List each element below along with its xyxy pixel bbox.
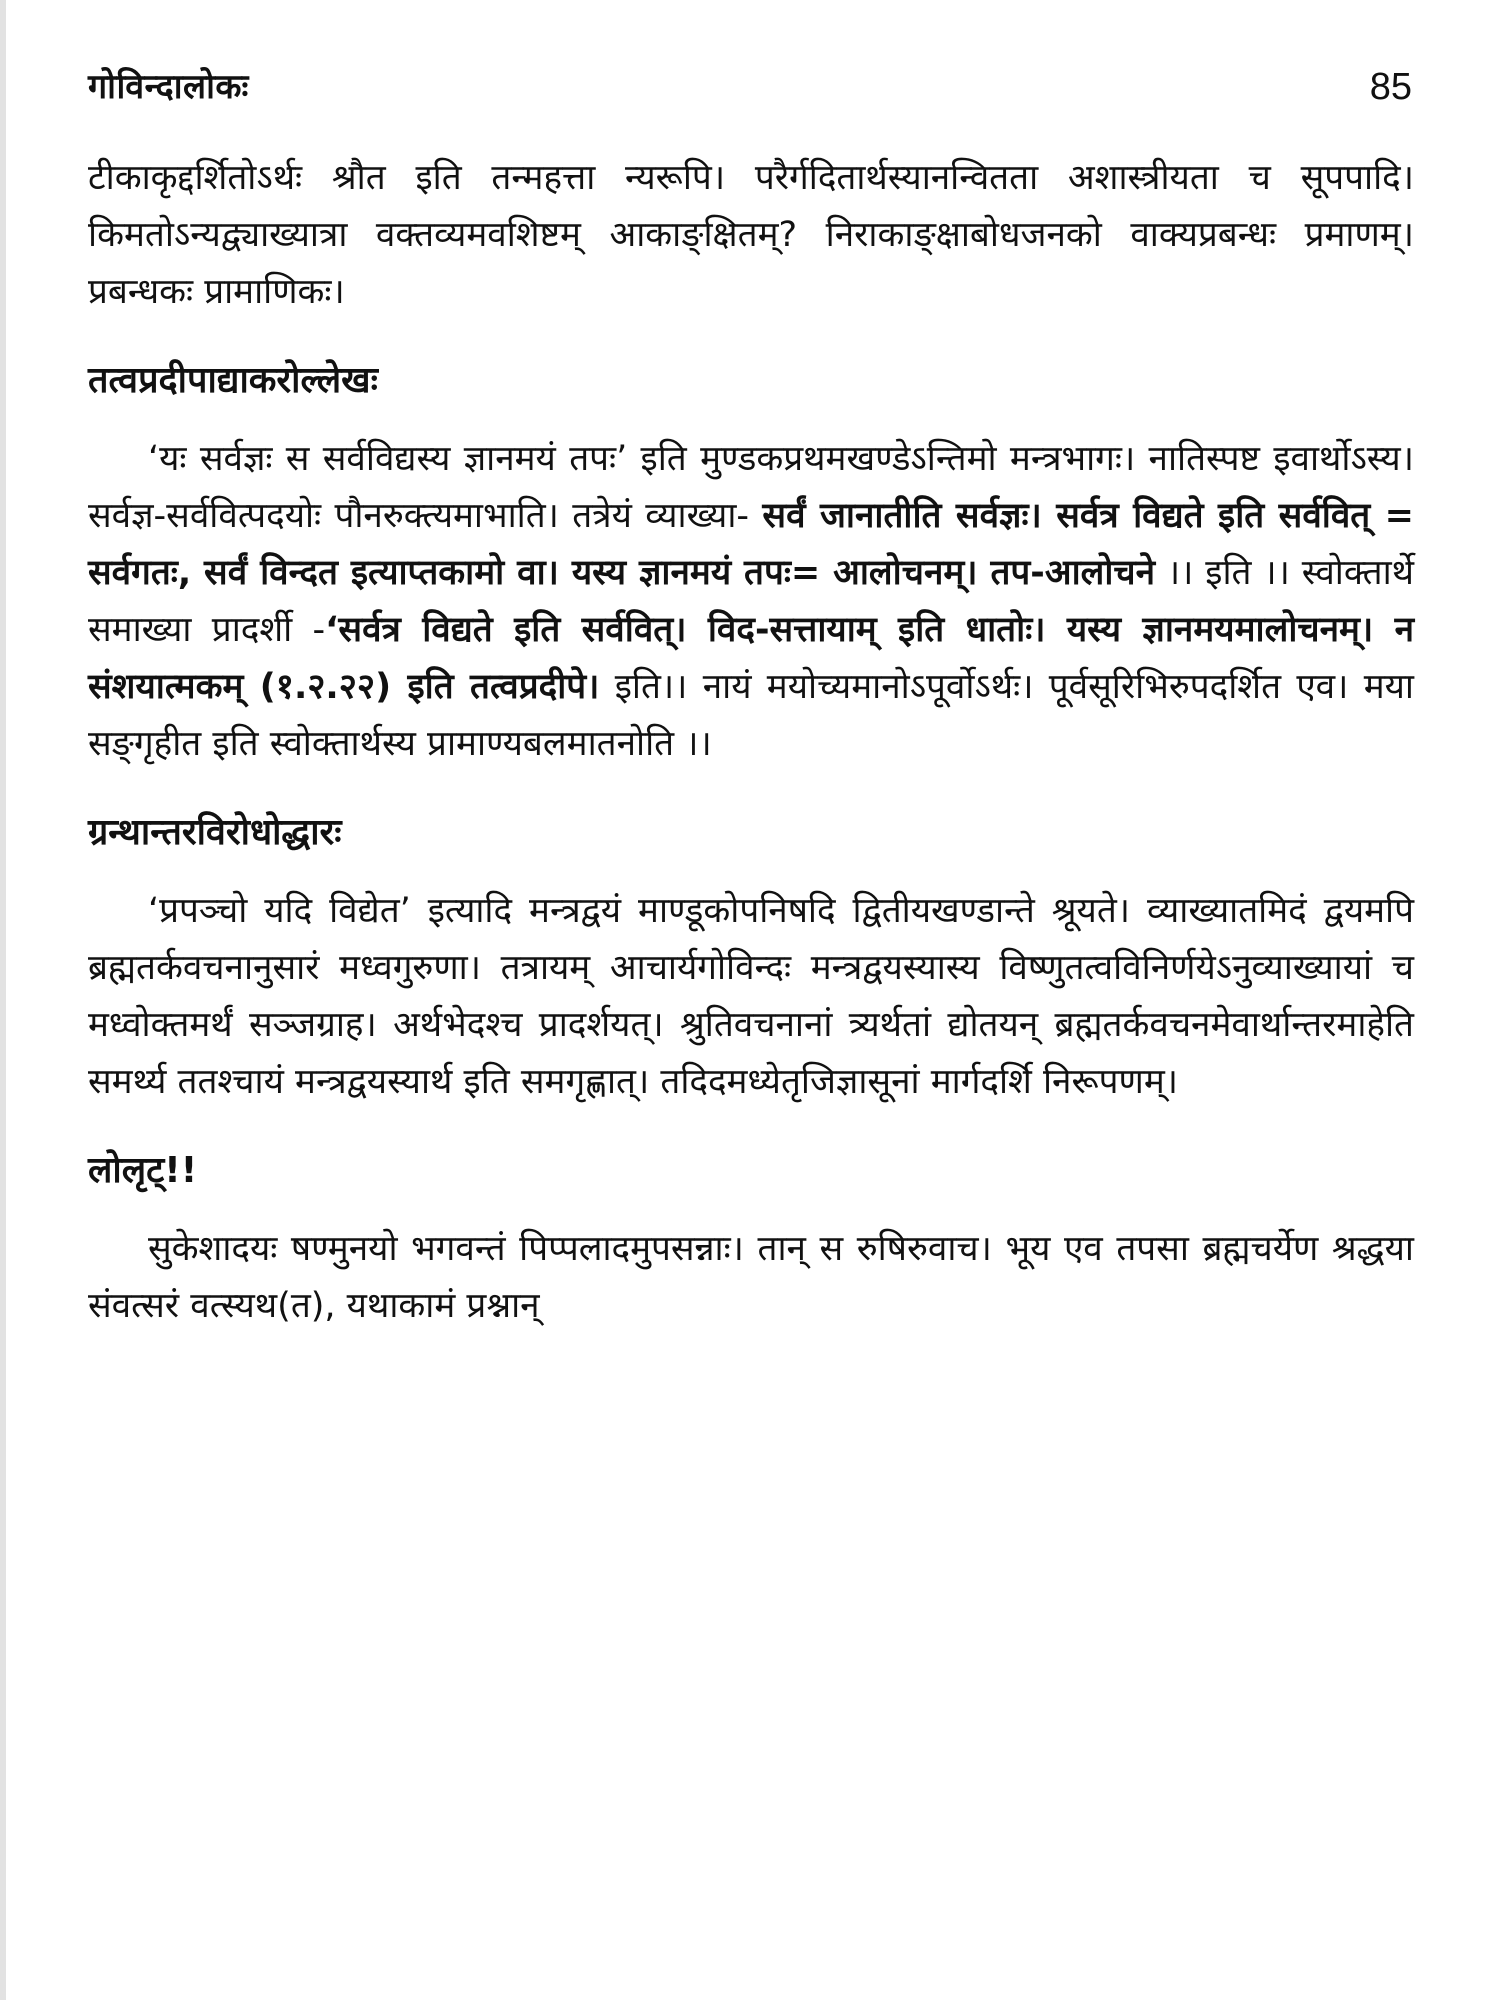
paragraph-section-2: ‘प्रपञ्चो यदि विद्येत’ इत्यादि मन्त्रद्वयं माण्डूकोपनिषदि द्वितीयखण्डान्ते श्रूयते। व्याख्यातमिदं द्वयमपि ब्रह्मतर्कवचनानुसारं मध्वगुरुणा। तत्रायम् आचार्यगोविन्दः मन्त्रद्वयस्यास्य विष्णुतत्वविनिर्णयेऽनुव्याख्यायां च मध्वोक्तमर्थं सञ्जग्राह। अर्थभेदश्च प्रादर्शयत्। श्रुतिवचनानां त्र्यर्थतां द्योतयन् ब्रह्मतर्कवचनमेवार्थान्तरमाहेति समर्थ्य ततश्चायं मन्त्रद्वयस्यार्थ इति समगृह्णात्। तदिदमध्येतृजिज्ञासूनां मार्गदर्शि निरूपणम्। xyxy=(88,891,1414,1102)
text-segment: ।। इति ।। स्वोक्तार्थे समाख्या प्रादर्शी - xyxy=(88,553,1414,650)
running-head: गोविन्दालोकः xyxy=(88,67,249,107)
text-segment: इति।। नायं मयोच्यमानोऽपूर्वोऽर्थः। पूर्वसूरिभिरुपदर्शित एव। मया सङ्गृहीत इति स्वोक्तार्थस्य प्रामाण्यबलमातनोति ।। xyxy=(88,667,1414,764)
paragraph-intro: टीकाकृद्दर्शितोऽर्थः श्रौत इति तन्महत्ता न्यरूपि। परैर्गदितार्थस्यानन्वितता अशास्त्रीयता च सूपपादि। किमतोऽन्यद्व्याख्यात्रा वक्तव्यमवशिष्टम् आकाङ्क्षितम्? निराकाङ्क्षाबोधजनको वाक्यप्रबन्धः प्रमाणम्। प्रबन्धकः प्रामाणिकः। xyxy=(88,158,1414,312)
bold-segment: ‘सर्वत्र विद्यते इति सर्ववित्। विद-सत्तायाम् इति धातोः। यस्य ज्ञानमयमालोचनम्। न संशयात्मकम् (१.२.२२) इति तत्वप्रदीपे। xyxy=(88,610,1414,707)
page-body xyxy=(88,150,1414,1335)
bold-segment: सर्वं जानातीति सर्वज्ञः। सर्वत्र विद्यते इति सर्ववित् = सर्वगतः, सर्वं विन्दत इत्याप्तकामो वा। यस्य ज्ञानमयं तपः= आलोचनम्। तप-आलोचने xyxy=(88,496,1414,593)
paragraph-section-1 xyxy=(88,431,1414,773)
page-edge xyxy=(0,0,6,2000)
paragraph-section-3: सुकेशादयः षण्मुनयो भगवन्तं पिप्पलादमुपसन्नाः। तान् स रुषिरुवाच। भूय एव तपसा ब्रह्मचर्येण श्रद्धया संवत्सरं वत्स्यथ(त), यथाकामं प्रश्नान् xyxy=(88,1229,1414,1326)
section-heading-2: ग्रन्थान्तरविरोधोद्धारः xyxy=(88,812,342,853)
section-heading-3: लोलृट्!! xyxy=(88,1150,198,1191)
text-segment: ‘यः सर्वज्ञः स सर्वविद्यस्य ज्ञानमयं तपः’ इति मुण्डकप्रथमखण्डेऽन्तिमो मन्त्रभागः। नातिस्पष्ट इवार्थोऽस्य। सर्वज्ञ-सर्ववित्पदयोः पौनरुक्त्यमाभाति। तत्रेयं व्याख्या- xyxy=(88,439,1414,536)
section-heading-1: तत्वप्रदीपाद्याकरोल्लेखः xyxy=(88,360,378,401)
page-number: 85 xyxy=(1369,66,1412,108)
